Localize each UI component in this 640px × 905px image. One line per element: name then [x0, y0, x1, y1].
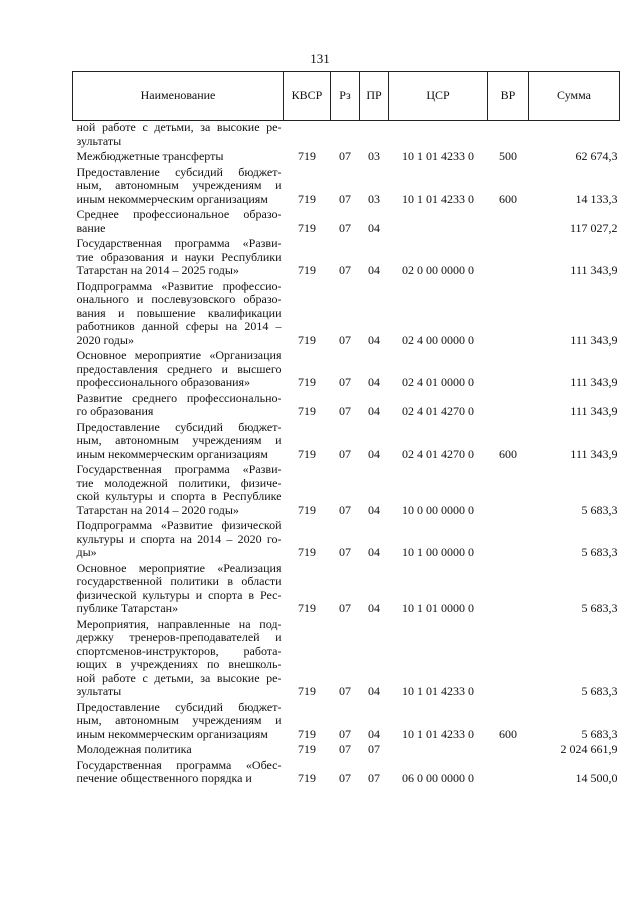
- cell-name: [73, 150, 284, 166]
- cell-vr: [488, 562, 529, 618]
- name-line: ным, автономным учреждениям и: [76, 178, 282, 192]
- cell-rz: 07: [339, 375, 351, 389]
- table-row: [73, 463, 620, 519]
- name-line: зультаты: [76, 133, 122, 148]
- cell-sum: 14 500,0: [575, 771, 618, 785]
- name-line: го образования: [76, 404, 154, 418]
- cell-name: [73, 701, 284, 744]
- cell-csr: [389, 208, 488, 237]
- name-line: тие образования и науки Республики: [76, 249, 282, 264]
- cell-rz: 07: [339, 771, 351, 785]
- cell-kvsr: 719: [298, 149, 316, 163]
- cell-csr: 10 0 00 0000 0: [402, 502, 474, 517]
- name-line: онального и послевузовского образо-: [76, 292, 282, 306]
- name-line: Мероприятия, направленные на под-: [76, 616, 282, 631]
- page-number: 131: [310, 51, 330, 66]
- cell-pr: 07: [368, 742, 380, 756]
- cell-kvsr: 719: [298, 684, 316, 698]
- cell-rz: 07: [339, 220, 351, 235]
- cell-sum: 14 133,3: [575, 191, 618, 206]
- name-line: Татарстан на 2014 – 2020 годы»: [76, 502, 239, 517]
- cell-pr: 04: [368, 220, 380, 235]
- table-row: [73, 280, 620, 350]
- header-name: Наименование: [73, 72, 284, 121]
- cell-vr: [488, 463, 529, 519]
- cell-name: [73, 759, 284, 788]
- cell-pr: [360, 121, 389, 151]
- name-line: Предоставление субсидий бюджет-: [76, 164, 282, 179]
- cell-pr: 04: [368, 404, 380, 418]
- cell-sum: 111 343,9: [570, 375, 618, 389]
- cell-csr: 02 4 01 4270 0: [402, 404, 474, 418]
- table-header: [73, 72, 620, 121]
- cell-csr: 10 1 00 0000 0: [402, 545, 474, 559]
- cell-pr: 04: [368, 375, 380, 389]
- cell-kvsr: 719: [298, 771, 316, 785]
- cell-csr: 02 4 01 4270 0: [402, 446, 474, 461]
- cell-name: [73, 166, 284, 209]
- name-line: ды»: [76, 545, 97, 559]
- header-vr: ВР: [488, 72, 529, 121]
- name-line: иным некоммерческим организациям: [76, 726, 268, 741]
- name-line: Основное мероприятие «Реализация: [76, 560, 282, 575]
- cell-sum: 117 027,2: [569, 220, 618, 235]
- table-row: [73, 237, 620, 280]
- header-pr: ПР: [360, 72, 389, 121]
- cell-kvsr: 719: [298, 332, 316, 347]
- cell-vr: 500: [499, 149, 517, 163]
- cell-sum: 2 024 661,9: [560, 742, 618, 756]
- cell-sum: 5 683,3: [581, 545, 618, 559]
- cell-vr: [488, 743, 529, 759]
- cell-rz: 07: [339, 742, 351, 756]
- name-line: Среднее профессиональное образо-: [76, 207, 282, 221]
- cell-kvsr: 719: [298, 545, 316, 559]
- cell-sum: 62 674,3: [575, 149, 618, 163]
- cell-rz: 07: [339, 601, 351, 615]
- cell-kvsr: 719: [298, 404, 316, 418]
- cell-pr: 03: [368, 149, 380, 163]
- cell-csr: 10 1 01 0000 0: [402, 601, 474, 615]
- name-line: держку тренеров-преподавателей и: [76, 630, 282, 644]
- cell-pr: 04: [368, 601, 380, 615]
- cell-rz: 07: [339, 545, 351, 559]
- cell-name: [73, 237, 284, 280]
- cell-rz: 07: [339, 263, 351, 277]
- table-row: [73, 519, 620, 562]
- cell-name: [73, 519, 284, 562]
- cell-csr: 10 1 01 4233 0: [402, 149, 474, 163]
- name-line: тие молодежной политики, физиче-: [76, 475, 282, 490]
- cell-csr: 10 1 01 4233 0: [402, 684, 474, 698]
- cell-rz: [331, 121, 360, 151]
- cell-csr: 10 1 01 4233 0: [402, 191, 474, 206]
- cell-sum: 5 683,3: [581, 726, 618, 741]
- cell-name: [73, 392, 284, 421]
- table-row: [73, 701, 620, 744]
- cell-pr: 03: [368, 191, 380, 206]
- cell-sum: 5 683,3: [581, 601, 618, 615]
- cell-pr: 04: [368, 332, 380, 347]
- cell-name: [73, 208, 284, 237]
- name-line: вание: [76, 220, 106, 235]
- name-line: ной работе с детьми, за высокие ре-: [76, 670, 282, 685]
- name-line: печение общественного порядка и: [76, 771, 252, 785]
- name-line: Основное мероприятие «Организация: [76, 348, 282, 362]
- cell-kvsr: 719: [298, 502, 316, 517]
- cell-name: [73, 280, 284, 350]
- name-line: вания и повышение квалификации: [76, 305, 282, 320]
- table-row: [73, 121, 620, 151]
- cell-sum: 111 343,9: [570, 446, 618, 461]
- cell-pr: 04: [368, 263, 380, 277]
- name-line: предоставления среднего и высшего: [76, 361, 282, 376]
- cell-rz: 07: [339, 726, 351, 741]
- cell-rz: 07: [339, 404, 351, 418]
- cell-rz: 07: [339, 502, 351, 517]
- cell-sum: 5 683,3: [581, 684, 618, 698]
- name-line: Межбюджетные трансферты: [76, 149, 224, 163]
- name-line: 2020 годы»: [76, 332, 134, 347]
- cell-vr: 600: [499, 446, 517, 461]
- cell-vr: [488, 618, 529, 701]
- cell-pr: 04: [368, 545, 380, 559]
- cell-vr: [488, 392, 529, 421]
- cell-pr: 04: [368, 684, 380, 698]
- name-line: Подпрограмма «Развитие профессио-: [76, 278, 282, 293]
- name-line: работников данной сферы на 2014 –: [76, 319, 282, 333]
- cell-vr: [488, 349, 529, 392]
- cell-kvsr: 719: [298, 742, 316, 756]
- cell-name: [73, 618, 284, 701]
- cell-pr: 04: [368, 446, 380, 461]
- cell-sum: 111 343,9: [570, 332, 618, 347]
- table-row: [73, 562, 620, 618]
- cell-csr: [389, 743, 488, 759]
- name-line: публике Татарстан»: [76, 601, 179, 615]
- cell-pr: 04: [368, 726, 380, 741]
- cell-csr: [389, 121, 488, 151]
- cell-pr: 04: [368, 502, 380, 517]
- header-sum: Сумма: [529, 72, 620, 121]
- name-line: Государственная программа «Обес-: [76, 757, 282, 772]
- name-line: Подпрограмма «Развитие физической: [76, 518, 282, 532]
- cell-csr: 06 0 00 0000 0: [402, 771, 474, 785]
- name-line: культуры и спорта на 2014 – 2020 го-: [76, 531, 282, 546]
- cell-name: [73, 562, 284, 618]
- header-csr: ЦСР: [389, 72, 488, 121]
- cell-name: [73, 349, 284, 392]
- cell-name: [73, 121, 284, 151]
- cell-sum: 111 343,9: [570, 404, 618, 418]
- budget-table: [72, 71, 620, 788]
- cell-sum: 5 683,3: [581, 502, 618, 517]
- cell-vr: [488, 208, 529, 237]
- name-line: ным, автономным учреждениям и: [76, 433, 282, 447]
- header-kvsr: КВСР: [284, 72, 331, 121]
- cell-vr: 600: [499, 726, 517, 741]
- name-line: профессионального образования»: [76, 375, 251, 389]
- name-line: зультаты: [76, 684, 122, 698]
- cell-name: [73, 463, 284, 519]
- table-row: [73, 743, 620, 759]
- cell-kvsr: 719: [298, 446, 316, 461]
- table-row: [73, 392, 620, 421]
- cell-csr: 02 0 00 0000 0: [402, 263, 474, 277]
- name-line: ской культуры и спорта в Республике: [76, 489, 282, 503]
- name-line: иным некоммерческим организациям: [76, 191, 268, 206]
- name-line: Предоставление субсидий бюджет-: [76, 419, 282, 434]
- cell-pr: 07: [368, 771, 380, 785]
- table-row: [73, 166, 620, 209]
- cell-rz: 07: [339, 191, 351, 206]
- cell-kvsr: 719: [298, 601, 316, 615]
- cell-kvsr: 719: [298, 726, 316, 741]
- cell-kvsr: 719: [298, 263, 316, 277]
- cell-vr: [488, 280, 529, 350]
- cell-vr: [488, 519, 529, 562]
- cell-rz: 07: [339, 332, 351, 347]
- cell-rz: 07: [339, 446, 351, 461]
- name-line: Предоставление субсидий бюджет-: [76, 699, 282, 714]
- name-line: Молодежная политика: [76, 742, 192, 756]
- cell-name: [73, 743, 284, 759]
- table-row: [73, 759, 620, 788]
- table-row: [73, 150, 620, 166]
- cell-sum: [529, 121, 620, 151]
- cell-vr: [488, 121, 529, 151]
- cell-kvsr: [284, 121, 331, 151]
- cell-csr: 02 4 00 0000 0: [402, 332, 474, 347]
- cell-sum: 111 343,9: [570, 263, 618, 277]
- name-line: Государственная программа «Разви-: [76, 236, 282, 250]
- cell-vr: 600: [499, 191, 517, 206]
- name-line: ной работе с детьми, за высокие ре-: [76, 120, 282, 134]
- cell-kvsr: 719: [298, 375, 316, 389]
- cell-kvsr: 719: [298, 220, 316, 235]
- name-line: Государственная программа «Разви-: [76, 462, 282, 476]
- cell-kvsr: 719: [298, 191, 316, 206]
- name-line: ным, автономным учреждениям и: [76, 713, 282, 727]
- table-row: [73, 349, 620, 392]
- name-line: ющих в учреждениях по внешколь-: [76, 657, 282, 671]
- table-row: [73, 208, 620, 237]
- cell-csr: 10 1 01 4233 0: [402, 726, 474, 741]
- name-line: государственной политики в области: [76, 574, 282, 588]
- cell-name: [73, 421, 284, 464]
- name-line: Развитие среднего профессионально-: [76, 390, 282, 405]
- cell-vr: [488, 237, 529, 280]
- table-row: [73, 618, 620, 701]
- name-line: иным некоммерческим организациям: [76, 446, 268, 461]
- header-rz: Рз: [331, 72, 360, 121]
- name-line: спортсменов-инструкторов, работа-: [76, 643, 282, 658]
- table-body: [73, 121, 620, 788]
- cell-csr: 02 4 01 0000 0: [402, 375, 474, 389]
- cell-vr: [488, 759, 529, 788]
- table-row: [73, 421, 620, 464]
- cell-rz: 07: [339, 149, 351, 163]
- name-line: Татарстан на 2014 – 2025 годы»: [76, 263, 239, 277]
- name-line: физической культуры и спорта в Рес-: [76, 587, 282, 602]
- cell-rz: 07: [339, 684, 351, 698]
